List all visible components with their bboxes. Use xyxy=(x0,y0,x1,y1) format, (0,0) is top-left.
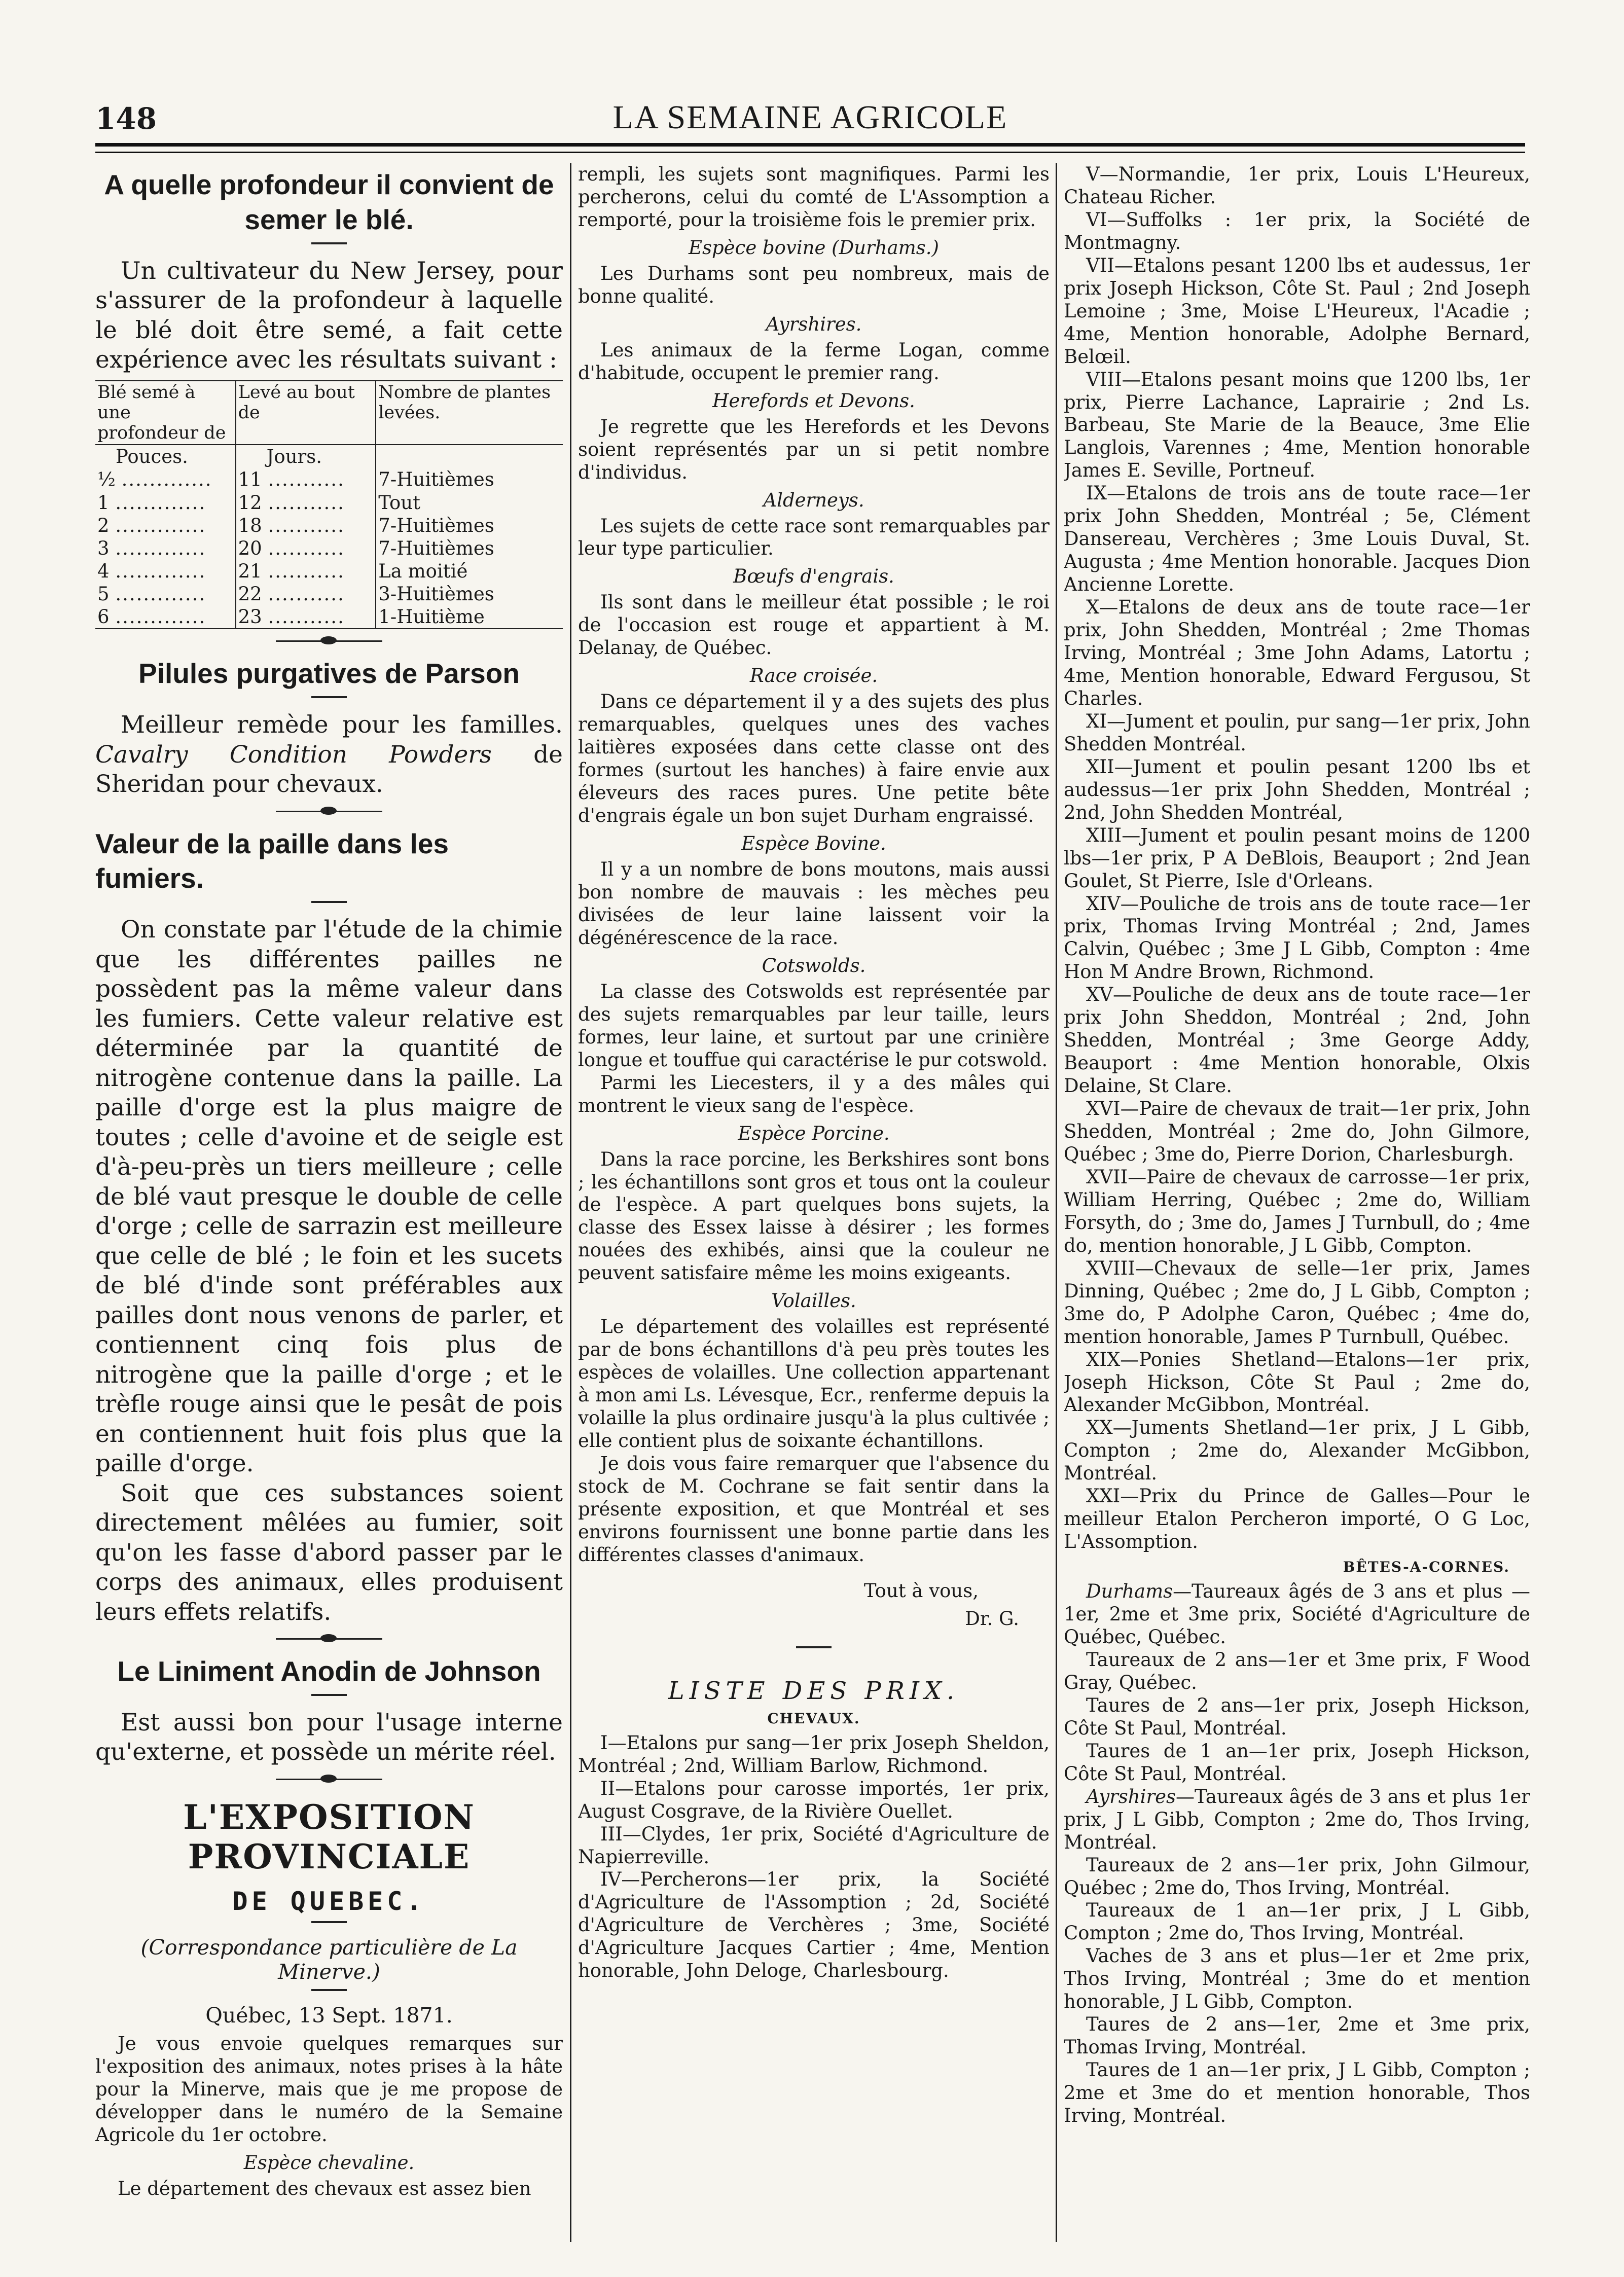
article-paragraph: Je regrette que les Herefords et les Devons soient représentés par un si petit nombre d'individus. xyxy=(578,415,1050,483)
article-paragraph: Je vous envoie quelques remarques sur l'exposition des animaux, notes prises à la hâte pour la Minerve, mais que je me propose de développer dans le numéro de la Semaine Agricole du 1er octobre. xyxy=(95,2032,563,2146)
section-subheading: Cotswolds. xyxy=(762,954,866,977)
table-cell: 1-Huitième xyxy=(376,605,563,629)
table-cell: 7-Huitièmes xyxy=(376,514,563,537)
article-paragraph: Il y a un nombre de bons moutons, mais aussi bon nombre de mauvais : les mèches peu divisées de leur laine laissent voir la dégénérescence de la race. xyxy=(578,858,1050,949)
prize-entry: VI—Suffolks : 1er prix, la Société de Montmagny. xyxy=(1064,208,1530,254)
table-cell: 3-Huitièmes xyxy=(376,583,563,605)
table-cell: 4 xyxy=(97,560,110,582)
article-title: Valeur de la paille dans les fumiers. xyxy=(95,827,449,894)
article-title: Le Liniment Anodin de Johnson xyxy=(117,1655,541,1687)
title-rule xyxy=(311,1694,347,1696)
table-row: 3 ............. 20 ........... 7-Huitièmes xyxy=(95,537,563,560)
title-rule xyxy=(311,1989,347,1991)
table-cell: 18 xyxy=(238,514,262,536)
table-cell: 2 xyxy=(97,514,110,536)
prize-entry: I—Etalons pur sang—1er prix Joseph Sheldon, Montréal ; 2nd, William Barlow, Richmond. xyxy=(578,1731,1050,1777)
prize-entry: Vaches de 3 ans et plus—1er et 2me prix, Thos Irving, Montréal ; 3me do et mention honorable, J L Gibb, Compton. xyxy=(1064,1945,1530,2013)
prize-entry: II—Etalons pour carosse importés, 1er prix, August Cosgrave, de la Rivière Ouellet. xyxy=(578,1777,1050,1822)
section-subheading: BÊTES-A-CORNES. xyxy=(1343,1559,1510,1576)
article-paragraph: Soit que ces substances soient directement mêlées au fumier, soit qu'on les fasse d'abord passer par le corps des animaux, elles produisent leurs effets relatifs. xyxy=(95,1479,563,1626)
article-paragraph: Dans ce département il y a des sujets des plus remarquables, quelques unes des vaches laitières exposées dans cette classe ont des formes (surtout les hanches) à faire envie aux éleveurs des races pures. Une petite bête d'engrais égale un bon sujet Durham engraissé. xyxy=(578,691,1050,827)
page-header xyxy=(95,96,1525,143)
column-1 xyxy=(95,163,563,2257)
prize-entry: IX—Etalons de trois ans de toute race—1er prix John Shedden, Montréal ; 5e, Clément Dansereau, Verchères ; 3me Louis Duval, St. Augusta ; 4me Mention honorable. Jacques Dion Ancienne Lorette. xyxy=(1064,482,1530,596)
section-subheading: Volailles. xyxy=(771,1290,856,1312)
signoff: Tout à vous, Dr. G. xyxy=(863,1579,1019,1630)
table-row: 6 ............. 23 ........... 1-Huitième xyxy=(95,605,563,629)
table-unit: Jours. xyxy=(236,445,376,468)
table-cell: 23 xyxy=(238,606,262,628)
section-heading: LISTE DES PRIX. xyxy=(668,1676,960,1705)
prize-entry: XIII—Jument et poulin pesant moins de 1200 lbs—1er prix, P A DeBlois, Beauport ; 2nd Jean Goulet, St Pierre, Isle d'Orleans. xyxy=(1064,824,1530,892)
prize-entry: XIV—Pouliche de trois ans de toute race—1er prix, Thomas Irving Montréal ; 2nd, James Calvin, Québec ; 3me J L Gibb, Compton : 4me Hon M Andre Brown, Richmond. xyxy=(1064,892,1530,983)
section-ornament xyxy=(276,1638,382,1643)
table-unit: Pouces. xyxy=(116,446,188,468)
prize-entry: Taures de 2 ans—1er prix, Joseph Hickson, Côte St Paul, Montréal. xyxy=(1064,1694,1530,1739)
section-subheading: CHEVAUX. xyxy=(767,1710,860,1727)
article-paragraph: La classe des Cotswolds est représentée par des sujets remarquables par leur taille, leurs formes, leur laine, et surtout par une crinière longue et touffue qui caractérise le pur cotswold. xyxy=(578,980,1050,1071)
prize-entry: Taures de 1 an—1er prix, Joseph Hickson, Côte St Paul, Montréal. xyxy=(1064,1740,1530,1785)
prize-entry: Taureaux de 2 ans—1er prix, John Gilmour, Québec ; 2me do, Thos Irving, Montréal. xyxy=(1064,1854,1530,1899)
table-header: Nombre de plantes levées. xyxy=(376,381,563,445)
prize-entry: III—Clydes, 1er prix, Société d'Agriculture de Napierreville. xyxy=(578,1823,1050,1868)
prize-entry: X—Etalons de deux ans de toute race—1er prix, John Shedden, Montréal ; 2me Thomas Irving, Montréal ; 3me John Adams, Latortu ; 4me, Mention honorable, Edward Fergusou, St Charles. xyxy=(1064,596,1530,709)
prize-entry: XXI—Prix du Prince de Galles—Pour le meilleur Etalon Percheron importé, O G Loc, L'Assomption. xyxy=(1064,1485,1530,1553)
section-ornament xyxy=(276,1779,382,1783)
prize-entry: XII—Jument et poulin pesant 1200 lbs et audessus—1er prix John Shedden, Montréal ; 2nd, John Shedden Montréal, xyxy=(1064,755,1530,823)
prize-entry: XVII—Paire de chevaux de carrosse—1er prix, William Herring, Québec ; 2me do, William Forsyth, do ; 3me do, James J Turnbull, do ; 4me do, mention honorable, J L Gibb, Compton. xyxy=(1064,1166,1530,1256)
table-cell: 7-Huitièmes xyxy=(376,468,563,491)
prize-entry: XIX—Ponies Shetland—Etalons—1er prix, Joseph Hickson, Côte St Paul ; 2me do, Alexander McGibbon, Montréal. xyxy=(1064,1348,1530,1416)
title-rule xyxy=(311,901,347,903)
column-3 xyxy=(1064,163,1530,2257)
article-paragraph: Parmi les Liecesters, il y a des mâles qui montrent le vieux sang de l'espèce. xyxy=(578,1071,1050,1116)
table-cell: 7-Huitièmes xyxy=(376,537,563,560)
section-subheading: Espèce bovine (Durhams.) xyxy=(689,236,939,259)
article-paragraph: Les sujets de cette race sont remarquables par leur type particulier. xyxy=(578,515,1050,560)
prize-entry: Ayrshires—Taureaux âgés de 3 ans et plus 1er prix, J L Gibb, Compton ; 2me do, Thos Irving, Montréal. xyxy=(1064,1785,1530,1853)
table-row: 5 ............. 22 ........... 3-Huitièmes xyxy=(95,583,563,605)
article-subtitle: DE QUEBEC. xyxy=(232,1886,426,1916)
table-cell: 20 xyxy=(238,537,262,559)
article-paragraph: Meilleur remède pour les familles. Cavalry Condition Powders de Sheridan pour chevaux. xyxy=(95,711,563,798)
article-paragraph: Le département des volailles est représenté par de bons échantillons d'à peu près toutes les espèces de volailles. Une collection appartenant à mon ami Ls. Lévesque, Ecr., renferme depuis la volaille la plus ordinaire jusqu'à la plus cultivée ; elle contient plus de soixante échantillons. xyxy=(578,1316,1050,1452)
column-2 xyxy=(578,163,1050,2257)
table-cell: 12 xyxy=(238,491,262,514)
column-divider xyxy=(570,163,571,2242)
section-subheading: Race croisée. xyxy=(749,665,878,687)
article-title: L'EXPOSITION PROVINCIALE xyxy=(183,1797,475,1876)
section-subheading: Bœufs d'engrais. xyxy=(733,565,894,588)
article-title: A quelle profondeur il convient de semer le blé. xyxy=(104,169,554,235)
correspondence-line: (Correspondance particulière de La Minerve.) xyxy=(140,1935,518,1984)
prize-entry: VIII—Etalons pesant moins que 1200 lbs, 1er prix, Pierre Lachance, Laprairie ; 2nd Ls. Barbeau, Ste Marie de la Beauce, 3me Elie Langlois, Varennes ; 4me, Mention honorable James E. Seville, Portneuf. xyxy=(1064,368,1530,482)
title-rule xyxy=(311,696,347,698)
table-cell: 3 xyxy=(97,537,110,559)
article-paragraph: rempli, les sujets sont magnifiques. Parmi les percherons, celui du comté de L'Assomption a remporté, pour la troisième fois le premier prix. xyxy=(578,163,1050,231)
prize-entry: XVI—Paire de chevaux de trait—1er prix, John Shedden, Montréal ; 2me do, John Gilmore, Québec ; 3me do, Pierre Dorion, Charlesburgh. xyxy=(1064,1098,1530,1165)
section-subheading: Espèce chevaline. xyxy=(243,2151,415,2174)
table-header: Levé au bout de xyxy=(236,381,376,445)
prize-entry: V—Normandie, 1er prix, Louis L'Heureux, Chateau Richer. xyxy=(1064,163,1530,208)
table-row: 4 ............. 21 ........... La moitié xyxy=(95,560,563,583)
article-paragraph: Est aussi bon pour l'usage interne qu'externe, et possède un mérite réel. xyxy=(95,1708,563,1766)
table-cell: 11 xyxy=(238,468,262,491)
title-rule xyxy=(311,1921,347,1923)
article-paragraph: Les Durhams sont peu nombreux, mais de bonne qualité. xyxy=(578,262,1050,307)
prize-entry: XI—Jument et poulin, pur sang—1er prix, John Shedden Montréal. xyxy=(1064,710,1530,755)
prize-entry: Taureaux de 2 ans—1er et 3me prix, F Wood Gray, Québec. xyxy=(1064,1649,1530,1693)
prize-entry: VII—Etalons pesant 1200 lbs et audessus, 1er prix Joseph Hickson, Côte St. Paul ; 2nd Joseph Lemoine ; 3me, Moise L'Heureux, l'Acadie ; 4me, Mention honorable, Adolphe Bernard, Belœil. xyxy=(1064,254,1530,368)
page-number: 148 xyxy=(95,101,157,136)
column-divider xyxy=(1056,163,1057,2242)
table-row: 2 ............. 18 ........... 7-Huitièmes xyxy=(95,514,563,537)
table-row: ½ ............. 11 ........... 7-Huitièmes xyxy=(95,468,563,491)
journal-title: LA SEMAINE AGRICOLE xyxy=(612,99,1008,136)
prize-entry: XX—Juments Shetland—1er prix, J L Gibb, Compton ; 2me do, Alexander McGibbon, Montréal. xyxy=(1064,1417,1530,1485)
prize-entry: Taures de 2 ans—1er, 2me et 3me prix, Thomas Irving, Montréal. xyxy=(1064,2013,1530,2058)
prize-entry: XVIII—Chevaux de selle—1er prix, James Dinning, Québec ; 2me do, J L Gibb, Compton ; 3me do, P Adolphe Caron, Québec ; 4me do, mention honorable, James P Turnbull, Québec. xyxy=(1064,1257,1530,1348)
prize-entry: IV—Percherons—1er prix, la Société d'Agriculture de l'Assomption ; 2d, Société d'Agriculture de Verchères ; 3me, Société d'Agriculture Jacques Cartier ; 4me, Mention honorable, John Deloge, Charlesbourg. xyxy=(578,1868,1050,1982)
table-cell: ½ xyxy=(97,468,116,491)
depth-table xyxy=(95,380,563,630)
prize-entry: Taures de 1 an—1er prix, J L Gibb, Compton ; 2me et 3me do et mention honorable, Thos Irving, Montréal. xyxy=(1064,2059,1530,2127)
table-cell: 21 xyxy=(238,560,262,582)
header-rule xyxy=(95,143,1525,153)
section-subheading: Herefords et Devons. xyxy=(712,389,915,412)
section-subheading: Espèce Bovine. xyxy=(741,833,886,855)
table-cell: 1 xyxy=(97,491,110,514)
table-header: Blé semé à une profondeur de xyxy=(95,381,236,445)
table-row: 1 ............. 12 ........... Tout xyxy=(95,491,563,514)
section-subheading: Espèce Porcine. xyxy=(738,1122,890,1144)
article-paragraph: Les animaux de la ferme Logan, comme d'habitude, occupent le premier rang. xyxy=(578,339,1050,384)
prize-entry: Durhams—Taureaux âgés de 3 ans et plus —1er, 2me et 3me prix, Société d'Agriculture de Québec, Québec. xyxy=(1064,1580,1530,1648)
title-rule xyxy=(311,242,347,244)
section-ornament xyxy=(276,640,382,645)
table-cell: Tout xyxy=(376,491,563,514)
section-subheading: Ayrshires. xyxy=(766,313,862,335)
article-paragraph: On constate par l'étude de la chimie que les différentes pailles ne possèdent pas la même valeur dans les fumiers. Cette valeur relative est déterminée par la quantité de nitrogène contenue dans la paille. La paille d'orge est la plus maigre de toutes ; celle d'avoine et de seigle est d'à-peu-près un tiers meilleure ; celle de blé vaut presque le double de celle d'orge ; celle de sarrazin est meilleure que celle de blé ; le foin et les sucets de blé d'inde sont préférables aux pailles dont nous venons de parler, et contiennent cinq fois plus de nitrogène que la paille d'orge ; et le trèfle rouge ainsi que le pesât de pois en contiennent huit fois plus que la paille d'orge. xyxy=(95,916,563,1477)
dateline: Québec, 13 Sept. 1871. xyxy=(205,2003,453,2028)
article-paragraph: Le département des chevaux est assez bien xyxy=(118,2177,531,2199)
table-cell: 6 xyxy=(97,606,110,628)
article-paragraph: Ils sont dans le meilleur état possible ; le roi de l'occasion est rouge et appartient à M. Delanay, de Québec. xyxy=(578,591,1050,659)
article-paragraph: Dans la race porcine, les Berkshires sont bons ; les échantillons sont gros et tous ont la couleur de l'espèce. A part quelques bons sujets, la classe des Essex laisse à désirer ; les formes nouées des exhibés, ainsi que la couleur ne peuvent satisfaire même les moins exigeants. xyxy=(578,1148,1050,1284)
prize-entry: Taureaux de 1 an—1er prix, J L Gibb, Compton ; 2me do, Thos Irving, Montréal. xyxy=(1064,1899,1530,1944)
article-title: Pilules purgatives de Parson xyxy=(138,658,520,690)
table-cell: La moitié xyxy=(376,560,563,583)
section-ornament xyxy=(276,811,382,815)
table-cell: 22 xyxy=(238,583,262,605)
article-paragraph: Un cultivateur du New Jersey, pour s'assurer de la profondeur à laquelle le blé doit être semé, a fait cette expérience avec les résultats suivant : xyxy=(95,257,563,374)
prize-entry: XV—Pouliche de deux ans de toute race—1er prix John Sheddon, Montréal ; 2nd, John Shedden, Montréal ; 3me George Addy, Beauport : 4me Mention honorable, Olxis Delaine, St Clare. xyxy=(1064,984,1530,1097)
table-cell: 5 xyxy=(97,583,110,605)
article-paragraph: Je dois vous faire remarquer que l'absence du stock de M. Cochrane se fait sentir dans la présente exposition, et que Montréal et ses environs fournissent une bonne partie dans les différentes classes d'animaux. xyxy=(578,1452,1050,1566)
title-rule xyxy=(796,1646,832,1648)
section-subheading: Alderneys. xyxy=(763,489,864,511)
